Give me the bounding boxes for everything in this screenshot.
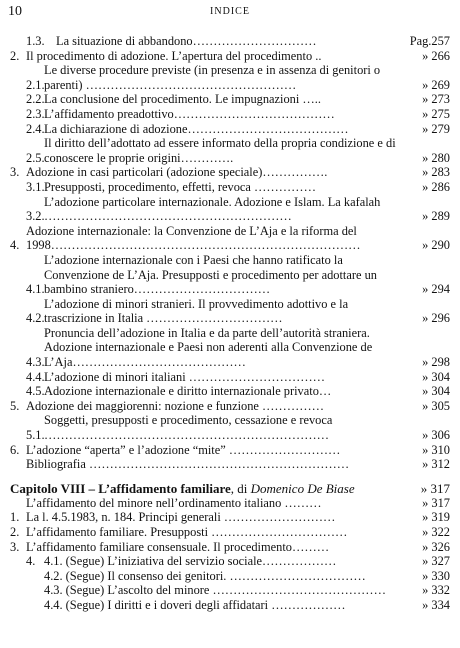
- toc-entry-page: » 310: [422, 442, 450, 457]
- toc-entry-title: Le diverse procedure previste (in presenza e in assenza di genitori o parenti) ……………………………………………: [44, 63, 381, 92]
- toc-entry-title: Il diritto dell’adottato ad essere informato della propria condizione e di conoscere le proprie origini………….: [44, 136, 396, 165]
- toc-entry: [10, 297, 450, 326]
- toc-entry-title: La situazione di abbandono…………………………: [56, 34, 317, 48]
- toc-entry-number: 6.: [10, 442, 20, 457]
- toc-entry-number: 4.: [26, 554, 36, 569]
- toc-entry: [10, 399, 450, 414]
- toc-entry-page: » 298: [422, 355, 450, 370]
- toc-entry: [10, 122, 450, 137]
- toc-entry-page: » 330: [422, 568, 450, 583]
- toc-entry-page: » 296: [422, 311, 450, 326]
- toc-entry: [10, 569, 450, 584]
- toc-entry: [10, 384, 450, 399]
- toc-entry-page: » 334: [422, 597, 450, 612]
- toc-entry-title: La l. 4.5.1983, n. 184. Principi generali ………………………: [26, 510, 336, 525]
- toc-entry-page: » 304: [422, 384, 450, 399]
- toc-entry-number: 4.5.: [26, 384, 45, 399]
- chapter-heading: [10, 481, 450, 496]
- toc-entry: [10, 457, 450, 472]
- toc-entry-title: L’affidamento familiare. Presupposti ……………………………: [26, 525, 348, 539]
- toc-entry-page: » 289: [422, 209, 450, 224]
- toc-entry: [10, 540, 450, 555]
- toc-entry: [10, 180, 450, 195]
- table-of-contents: [10, 34, 450, 613]
- toc-entry-title: Adozione in casi particolari (adozione speciale)…………….: [26, 165, 328, 180]
- toc-entry-number: 5.1.: [26, 428, 45, 443]
- toc-entry: [10, 583, 450, 598]
- toc-entry: [10, 224, 450, 253]
- toc-entry: [10, 554, 450, 569]
- chapter-page: » 317: [420, 480, 450, 496]
- toc-entry-page: » 294: [422, 282, 450, 297]
- toc-entry-title: L’adozione “aperta” e l’adozione “mite” ………………………: [26, 442, 341, 457]
- toc-entry-title: Soggetti, presupposti e procedimento, cessazione e revoca ……………………………………………………………: [44, 413, 333, 443]
- toc-entry-page: » 290: [422, 238, 450, 253]
- toc-entry-title: L’adozione internazionale con i Paesi che hanno ratificato la Convenzione de L’Aja. Presupposti e procedimento per adottare un bambino straniero……………………………: [44, 252, 377, 297]
- chapter-author-separator: , di: [230, 480, 251, 496]
- toc-entry-page: » 266: [422, 48, 450, 63]
- toc-entry-title: Adozione internazionale e diritto internazionale privato…: [44, 384, 332, 399]
- toc-entry: [10, 370, 450, 385]
- toc-entry-title: La conclusione del procedimento. Le impugnazioni …..: [44, 92, 321, 107]
- toc-entry-number: 1.: [10, 510, 20, 525]
- page-header: [8, 4, 452, 22]
- toc-entry-number: 2.3.: [26, 106, 45, 121]
- toc-entry: [10, 496, 450, 511]
- toc-entry-number: 2.: [10, 525, 20, 539]
- toc-entry-page: » 286: [422, 179, 450, 194]
- toc-entry-page: » 304: [422, 369, 450, 384]
- chapter-title: Capitolo VIII – L’affidamento familiare: [10, 480, 231, 496]
- toc-entry-title: L’affidamento preadottivo…………………………………: [44, 106, 335, 121]
- toc-entry: [10, 92, 450, 107]
- toc-entry-page: » 312: [422, 457, 450, 472]
- toc-entry-number: 4.: [10, 238, 20, 253]
- toc-entry-title: Il procedimento di adozione. L’apertura del procedimento ..: [26, 48, 322, 63]
- toc-entry-number: 4.4.: [26, 369, 45, 384]
- toc-entry-title: L’affidamento familiare consensuale. Il procedimento………: [26, 539, 330, 554]
- chapter-author: Domenico De Biase: [250, 480, 355, 496]
- toc-entry-number: 4.2.: [26, 311, 45, 326]
- toc-entry-number: 4.1.: [26, 282, 45, 297]
- toc-entry-title: Adozione dei maggiorenni: nozione e funzione ……………: [26, 398, 324, 413]
- toc-entry: [10, 136, 450, 165]
- toc-entry: [10, 253, 450, 297]
- toc-entry-page: » 317: [422, 495, 450, 510]
- toc-entry-page: Pag.257: [409, 34, 450, 48]
- toc-entry-page: » 322: [422, 525, 450, 539]
- toc-entry: [10, 525, 450, 540]
- toc-entry-page: » 269: [422, 77, 450, 92]
- toc-entry-title: 4.2. (Segue) Il consenso dei genitori. ……………………………: [44, 568, 366, 583]
- toc-entry-number: 2.5.: [26, 150, 45, 165]
- toc-entry-number: 1.3.: [26, 34, 45, 48]
- toc-entry-title: La dichiarazione di adozione…………………………………: [44, 121, 349, 136]
- toc-section-chapter-vii: [10, 34, 450, 472]
- toc-entry-number: 3.2.: [26, 209, 45, 224]
- toc-entry-title: L’adozione di minori italiani ……………………………: [44, 369, 326, 384]
- toc-entry-title: Pronuncia dell’adozione in Italia e da parte dell’autorità straniera. Adozione internazionale e Paesi non aderenti alla Convenzione de L’Aja……………………………………: [44, 325, 373, 370]
- toc-entry: [10, 165, 450, 180]
- toc-entry-page: » 280: [422, 150, 450, 165]
- toc-entry-title: L’adozione particolare internazionale. Adozione e Islam. La kafalah ……………………………………………………: [44, 194, 381, 224]
- toc-entry-number: 3.: [10, 165, 20, 180]
- toc-entry: [10, 413, 450, 442]
- toc-entry: [10, 107, 450, 122]
- toc-entry: [10, 598, 450, 613]
- toc-section-chapter-viii: [10, 496, 450, 613]
- toc-entry-page: » 319: [422, 510, 450, 525]
- toc-entry-page: » 279: [422, 121, 450, 136]
- toc-entry-number: 3.1.: [26, 179, 45, 194]
- toc-entry: [10, 195, 450, 224]
- toc-entry: [10, 34, 450, 49]
- toc-entry-number: 2.4.: [26, 121, 45, 136]
- toc-entry-number: 3.: [10, 539, 20, 554]
- toc-entry-title: Presupposti, procedimento, effetti, revoca ……………: [44, 179, 316, 194]
- toc-entry: [10, 49, 450, 64]
- toc-entry-title: Bibliografia ………………………………………………………: [26, 457, 350, 472]
- toc-entry-page: » 332: [422, 583, 450, 598]
- toc-entry-number: 2.: [10, 48, 20, 63]
- toc-entry-title: L’adozione di minori stranieri. Il provvedimento adottivo e la trascrizione in Italia ……………………………: [44, 296, 349, 326]
- toc-entry-number: 5.: [10, 398, 20, 413]
- toc-entry: [10, 326, 450, 370]
- toc-entry-title: L’affidamento del minore nell’ordinamento italiano ………: [26, 495, 322, 510]
- toc-entry-page: » 327: [422, 554, 450, 569]
- toc-entry: [10, 510, 450, 525]
- toc-entry-title: 4.1. (Segue) L’iniziativa del servizio sociale………………: [44, 554, 337, 569]
- toc-entry-page: » 275: [422, 106, 450, 121]
- toc-entry-number: 2.2.: [26, 92, 45, 107]
- toc-entry-page: » 283: [422, 165, 450, 180]
- page-number: 10: [8, 4, 22, 19]
- running-head: INDICE: [210, 6, 250, 17]
- toc-entry-title: 4.4. (Segue) I diritti e i doveri degli affidatari ………………: [44, 597, 346, 612]
- toc-entry-page: » 306: [422, 428, 450, 443]
- toc-entry-title: 4.3. (Segue) L’ascolto del minore ……………………………………: [44, 583, 386, 598]
- toc-entry-number: 4.3.: [26, 355, 45, 370]
- toc-entry-page: » 305: [422, 398, 450, 413]
- toc-entry-page: » 326: [422, 539, 450, 554]
- toc-entry: [10, 63, 450, 92]
- toc-entry-number: 2.1.: [26, 77, 45, 92]
- toc-entry-title: Adozione internazionale: la Convenzione de L’Aja e la riforma del 1998…………………………………………………………………: [26, 223, 361, 253]
- toc-entry-page: » 273: [422, 92, 450, 107]
- toc-entry: [10, 443, 450, 458]
